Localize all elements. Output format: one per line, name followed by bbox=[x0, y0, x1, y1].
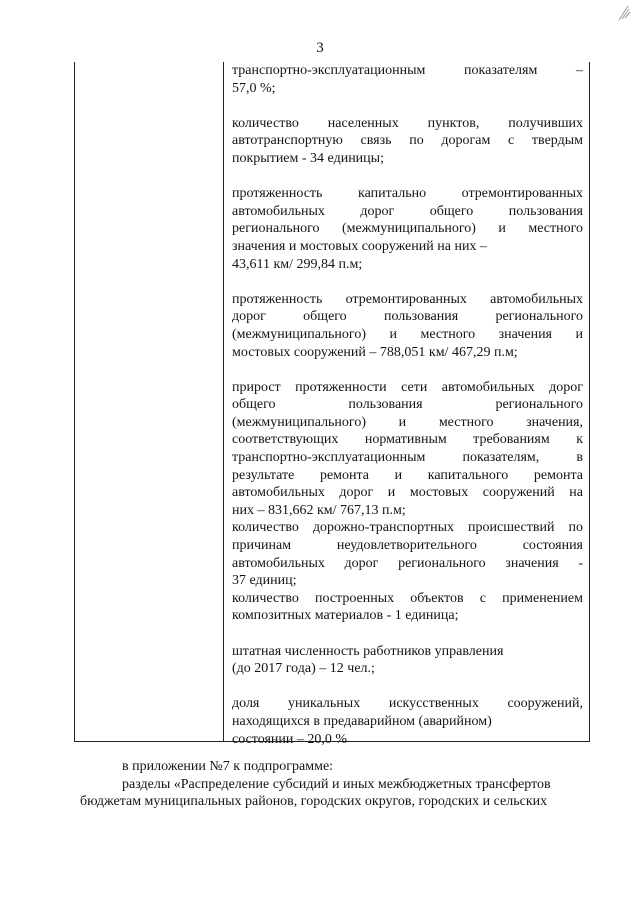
table-line: соответствующих нормативным требованиям к bbox=[232, 432, 583, 448]
paragraph-gap bbox=[232, 625, 583, 643]
table-line: результате ремонта и капитального ремонта bbox=[232, 467, 583, 483]
table-line: них – 831,662 км/ 767,13 п.м; bbox=[232, 502, 406, 518]
table-line: 57,0 %; bbox=[232, 80, 276, 96]
table-line: состоянии – 20,0 % bbox=[232, 731, 348, 747]
table-line: (межмуниципального) и местного значения и bbox=[232, 326, 583, 342]
table-line: количество населенных пунктов, получивших bbox=[232, 115, 583, 131]
table-line: доля уникальных искусственных сооружений, bbox=[232, 696, 583, 712]
table-line: дорог общего пользования регионального bbox=[232, 309, 583, 325]
table-line: регионального (межмуниципального) и местного bbox=[232, 221, 583, 237]
table-line: покрытием - 34 единицы; bbox=[232, 150, 384, 166]
page-number: 3 bbox=[316, 40, 324, 56]
table-line: (межмуниципального) и местного значения, bbox=[232, 414, 583, 430]
body-line: бюджетам муниципальных районов, городских округов, городских и сельских bbox=[80, 794, 548, 810]
indicators-table bbox=[74, 62, 590, 747]
table-line: штатная численность работников управления bbox=[232, 643, 504, 659]
table-line: прирост протяженности сети автомобильных дорог bbox=[232, 379, 583, 395]
paragraph-gap bbox=[232, 97, 583, 115]
table-line: 43,611 км/ 299,84 п.м; bbox=[232, 256, 363, 272]
table-line: (до 2017 года) – 12 чел.; bbox=[232, 661, 375, 677]
table-line: значения и мостовых сооружений на них – bbox=[232, 238, 487, 254]
table-line: композитных материалов - 1 единица; bbox=[232, 608, 459, 624]
paragraph-gap bbox=[232, 168, 583, 186]
body-line: разделы «Распределение субсидий и иных межбюджетных трансфертов bbox=[122, 776, 551, 792]
table-line: 37 единиц; bbox=[232, 573, 297, 589]
corner-handwritten-mark bbox=[616, 4, 632, 22]
indicators-cell bbox=[232, 62, 583, 748]
table-line: находящихся в предаварийном (аварийном) bbox=[232, 713, 492, 729]
table-line: мостовых сооружений – 788,051 км/ 467,29 п.м; bbox=[232, 344, 518, 360]
body-text bbox=[80, 758, 592, 811]
table-line: транспортно-эксплуатационным показателям – bbox=[232, 63, 583, 78]
table-line: количество дорожно-транспортных происшествий по bbox=[232, 520, 583, 536]
table-line: причинам неудовлетворительного состояния bbox=[232, 538, 583, 554]
paragraph-gap bbox=[232, 361, 583, 379]
table-line: автомобильных дорог общего пользования bbox=[232, 203, 583, 219]
paragraph-gap bbox=[232, 678, 583, 696]
body-line: в приложении №7 к подпрограмме: bbox=[122, 759, 334, 774]
table-line: количество построенных объектов с применением bbox=[232, 590, 583, 606]
table-line: протяженность капитально отремонтированных bbox=[232, 186, 583, 202]
table-line: транспортно-эксплуатационным показателям, в bbox=[232, 450, 583, 466]
table-line: общего пользования регионального bbox=[232, 397, 583, 413]
table-line: автомобильных дорог и мостовых сооружений на bbox=[232, 485, 583, 501]
table-line: автотранспортную связь по дорогам с твердым bbox=[232, 133, 583, 149]
table-column-divider bbox=[223, 62, 224, 741]
paragraph-gap bbox=[232, 273, 583, 291]
table-line: автомобильных дорог регионального значения - bbox=[232, 555, 583, 571]
table-line: протяженность отремонтированных автомобильных bbox=[232, 291, 583, 307]
